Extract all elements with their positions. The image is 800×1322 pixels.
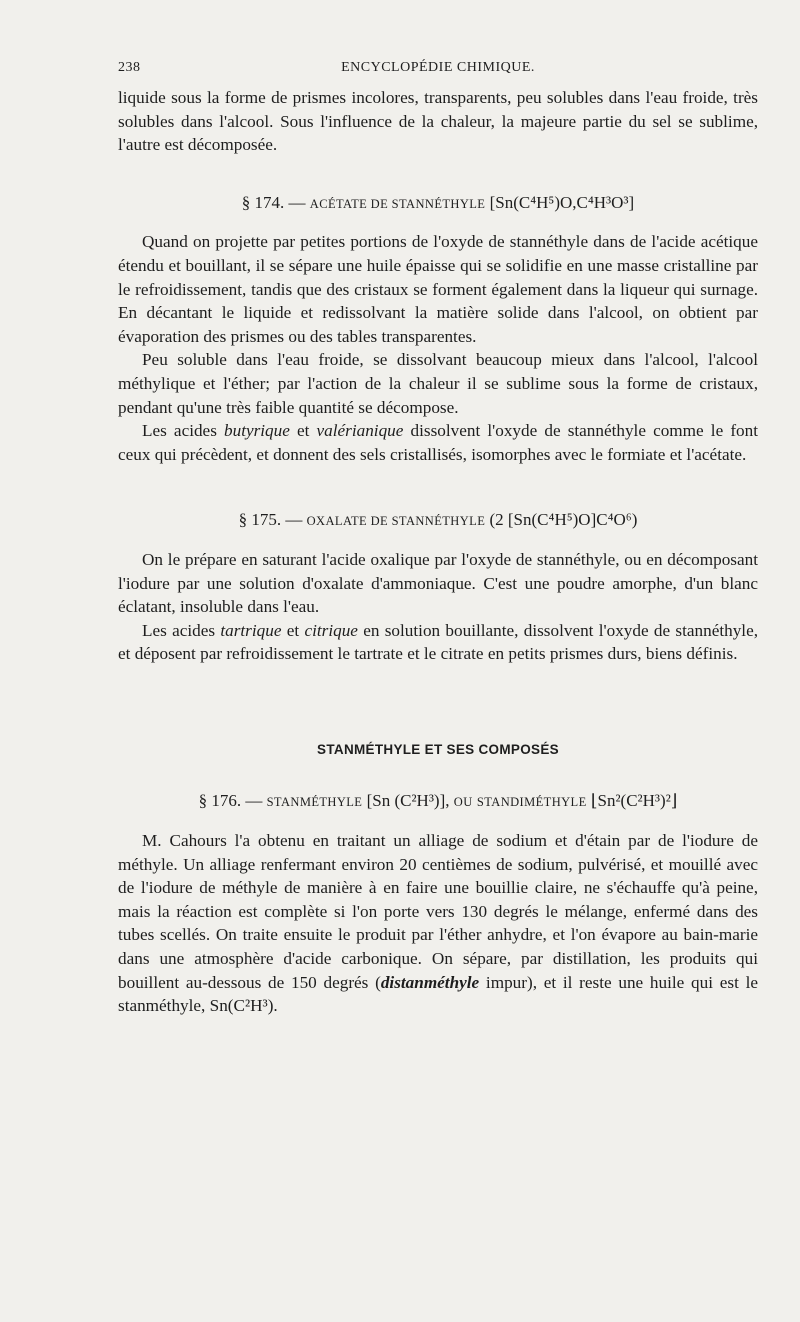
section-title: OXALATE DE STANNÉTHYLE <box>306 514 486 529</box>
italic-term: tartrique <box>220 620 282 640</box>
text-run: Les acides <box>142 421 224 441</box>
section-formula: (2 [Sn(C⁴H⁵)O]C⁴O⁶) <box>489 510 638 530</box>
text-run: Les acides <box>142 620 221 640</box>
paragraph-174-1: Quand on projette par petites portions de l'oxyde de stannéthyle dans de l'acide acétique étendu et bouillant, il se sépare une huile épaisse qui se solidifie en une masse cristalline par le refroidissement, tandis que des cristaux se forment également dans la liqueur qui surnage. En décantant le liquide et redissolvant la matière solide dans l'alcool, on obtient par évaporation des prismes ou des tables transparentes. <box>118 232 758 346</box>
running-title: ENCYCLOPÉDIE CHIMIQUE. <box>341 60 535 75</box>
section-dash: — <box>288 192 306 212</box>
section-dash: — <box>285 510 303 530</box>
section-number: § 176. <box>198 791 242 811</box>
page-number: 238 <box>118 60 141 75</box>
text-run: en solution bouillante, dissolvent l'oxyde de stannéthyle, et déposent par refroidissement le tartrate et le citrate en petits prismes durs, biens définis. <box>118 620 758 664</box>
text-run: et <box>289 421 317 441</box>
paragraph-175-2 <box>118 619 758 666</box>
paragraph-175-1: On le prépare en saturant l'acide oxalique par l'oxyde de stannéthyle, ou en décomposant l'iodure par une solution d'oxalate d'ammoniaque. C'est une poudre amorphe, d'un blanc éclatant, insoluble dans l'eau. <box>118 549 758 617</box>
section-formula: [Sn (C²H³)], <box>366 791 450 811</box>
text-run: M. Cahours l'a obtenu en traitant un alliage de sodium et d'étain par de l'iodure de méthyle. Un alliage renfermant environ 20 centièmes de sodium, pulvérisé, et mouillé avec de l'iodure de méthyle de manière à en faire une bouillie claire, ne s'échauffe qu'à peine, mais la réaction est complète si l'on porte vers 130 degrés le mélange, enfermé dans des tubes scellés. On traite ensuite le produit par l'éther anhydre, et l'on évapore au bain-marie dans une atmosphère d'acide carbonique. On sépare, par distillation, les produits qui bouillent au-dessous de 150 degrés ( <box>118 831 758 992</box>
italic-term: butyrique <box>224 421 290 441</box>
section-title: STANMÉTHYLE <box>266 795 363 810</box>
section-conjunction: OU <box>453 795 473 810</box>
bold-italic-term: distanméthyle <box>380 972 480 992</box>
section-heading-175 <box>118 508 758 534</box>
italic-term: citrique <box>304 620 358 640</box>
text-run: impur), et il reste une huile qui est le stanméthyle, Sn(C²H³). <box>118 972 758 1016</box>
paragraph-174-2: Peu soluble dans l'eau froide, se dissolvant beaucoup mieux dans l'alcool, l'alcool méthylique et l'éther; par l'action de la chaleur il se sublime sous la forme de cristaux, pendant qu'une très faible quantité se décompose. <box>118 350 758 417</box>
text-run: dissolvent l'oxyde de stannéthyle comme le font ceux qui précèdent, et donnent des sels cristallisés, isomorphes avec le formiate et l'acétate. <box>118 421 759 464</box>
page-body <box>118 86 758 1018</box>
paragraph-174-3 <box>118 419 758 466</box>
section-number: § 175. <box>238 510 282 530</box>
paragraph-176-1 <box>118 829 758 1018</box>
italic-term: valérianique <box>316 421 404 441</box>
section-dash: — <box>245 791 263 811</box>
section-number: § 174. <box>241 192 285 212</box>
chapter-title: STANMÉTHYLE ET SES COMPOSÉS <box>317 741 559 757</box>
section-formula: [Sn(C⁴H⁵)O,C⁴H³O³] <box>489 192 635 212</box>
section-heading-176 <box>118 789 758 815</box>
section-heading-174 <box>118 191 758 217</box>
section-title-alt: STANDIMÉTHYLE <box>476 795 587 810</box>
paragraph-intro: liquide sous la forme de prismes incolores, transparents, peu solubles dans l'eau froide, très solubles dans l'alcool. Sous l'influence de la chaleur, la majeure partie du sel se sublime, l'autre est décomposée. <box>118 88 758 155</box>
text-run: et <box>281 620 305 640</box>
section-title: ACÉTATE DE STANNÉTHYLE <box>309 196 486 211</box>
section-formula-alt: ⌊Sn²(C²H³)²⌋ <box>590 791 678 811</box>
